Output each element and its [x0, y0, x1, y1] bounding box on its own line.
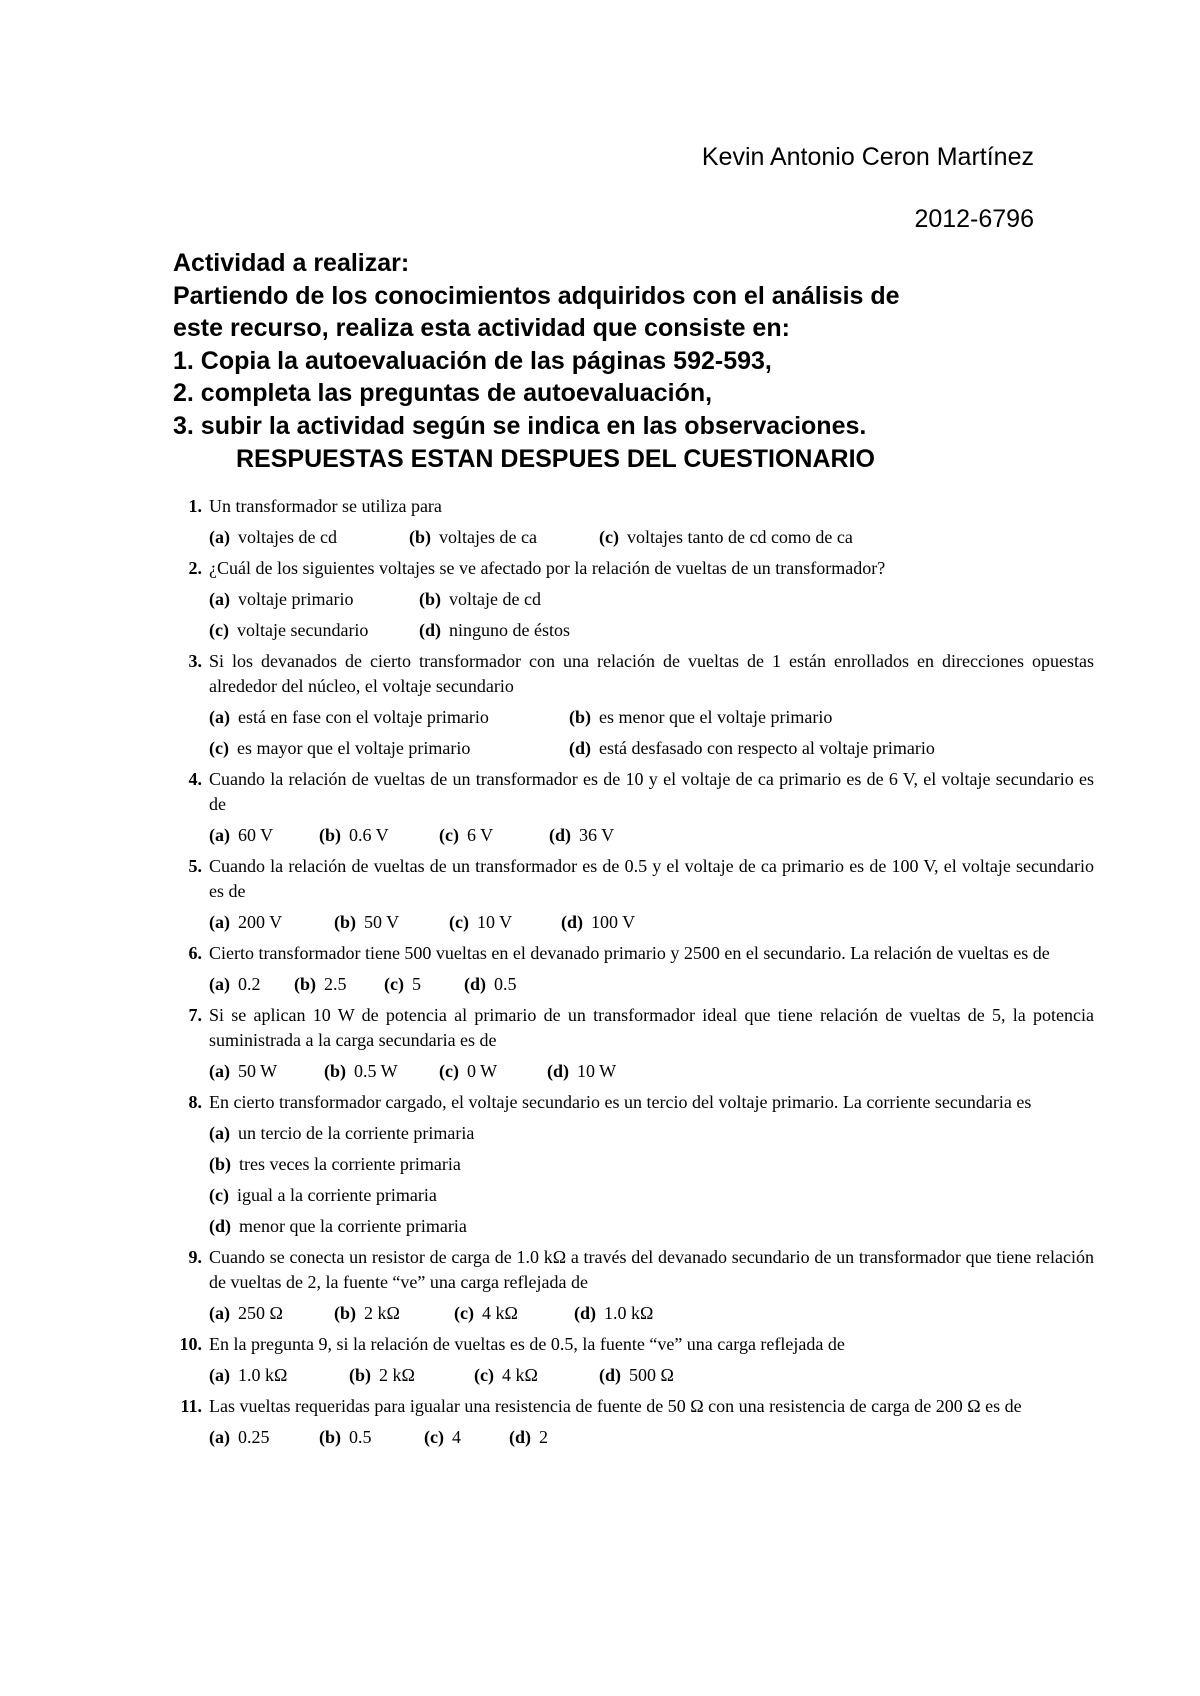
answer-option	[209, 972, 294, 997]
question-number: 1.	[188, 496, 202, 516]
question-number: 5.	[188, 856, 202, 876]
option-text: voltajes tanto de cd como de ca	[626, 527, 853, 547]
question-9	[172, 1245, 1094, 1326]
question-text: ¿Cuál de los siguientes voltajes se ve afectado por la relación de vueltas de un transformador?	[209, 558, 886, 578]
question-11	[172, 1394, 1094, 1450]
answer-option	[209, 705, 569, 730]
answer-option	[547, 1059, 616, 1084]
option-letter: (a)	[209, 707, 230, 727]
question-10	[172, 1332, 1094, 1388]
answer-option	[334, 1301, 454, 1326]
question-2	[172, 556, 1094, 643]
student-id: 2012-6796	[914, 205, 1034, 233]
answer-option	[599, 1363, 674, 1388]
answer-option	[209, 1059, 324, 1084]
option-text: 1.0 kΩ	[604, 1303, 654, 1323]
option-text: voltaje secundario	[236, 620, 369, 640]
option-row	[209, 1121, 1094, 1146]
option-text: 10 V	[476, 912, 513, 932]
option-text: voltaje primario	[238, 589, 354, 609]
option-letter: (d)	[569, 738, 591, 758]
activity-title: Actividad a realizar:	[173, 249, 410, 277]
option-letter: (b)	[334, 1303, 356, 1323]
option-row	[209, 823, 1094, 848]
answer-option	[334, 910, 449, 935]
answer-option	[409, 525, 599, 550]
option-text: 0.6 V	[349, 825, 389, 845]
option-row	[209, 587, 1094, 612]
answer-option	[464, 972, 517, 997]
option-text: ninguno de éstos	[449, 620, 570, 640]
option-text: tres veces la corriente primaria	[239, 1154, 461, 1174]
option-text: voltaje de cd	[449, 589, 541, 609]
question-number: 3.	[188, 651, 202, 671]
quiz	[172, 494, 1094, 1456]
option-letter: (b)	[334, 912, 356, 932]
option-text: 2 kΩ	[379, 1365, 415, 1385]
option-letter: (b)	[209, 1154, 231, 1174]
option-row	[209, 910, 1094, 935]
option-row	[209, 1152, 1094, 1177]
option-letter: (c)	[449, 912, 469, 932]
option-letter: (d)	[561, 912, 583, 932]
question-text: En la pregunta 9, si la relación de vueltas es de 0.5, la fuente “ve” una carga reflejada de	[209, 1334, 845, 1354]
activity-step-1: 1. Copia la autoevaluación de las páginas 592-593,	[173, 346, 772, 375]
question-number: 4.	[188, 769, 202, 789]
answer-option	[209, 1121, 474, 1146]
question-7	[172, 1003, 1094, 1084]
option-letter: (c)	[474, 1365, 494, 1385]
answer-option	[209, 736, 569, 761]
activity-instructions	[173, 247, 1043, 475]
answer-option	[209, 587, 419, 612]
option-letter: (a)	[209, 1123, 230, 1143]
answer-option	[209, 1214, 467, 1239]
question-number: 6.	[188, 943, 202, 963]
option-text: es mayor que el voltaje primario	[236, 738, 471, 758]
option-letter: (c)	[454, 1303, 474, 1323]
answer-option	[324, 1059, 439, 1084]
question-text: Cuando se conecta un resistor de carga de 1.0 kΩ a través del devanado secundario de un transformador que tiene relación de vueltas de 2, la fuente “ve” una carga reflejada de	[209, 1247, 1094, 1292]
question-text: En cierto transformador cargado, el voltaje secundario es un tercio del voltaje primario. La corriente secundaria es	[209, 1092, 1032, 1112]
option-text: 50 W	[238, 1061, 278, 1081]
option-row	[209, 736, 1094, 761]
option-text: 0.5	[349, 1427, 372, 1447]
answer-option	[439, 1059, 547, 1084]
option-text: es menor que el voltaje primario	[599, 707, 833, 727]
answer-option	[209, 823, 319, 848]
answer-option	[569, 736, 935, 761]
option-text: voltajes de cd	[238, 527, 337, 547]
activity-step-2: 2. completa las preguntas de autoevaluación,	[173, 379, 713, 408]
activity-line: este recurso, realiza esta actividad que consiste en:	[173, 314, 790, 343]
option-letter: (b)	[409, 527, 431, 547]
option-row	[209, 1301, 1094, 1326]
question-5	[172, 854, 1094, 935]
question-text: Si se aplican 10 W de potencia al primario de un transformador ideal que tiene relación de vueltas de 5, la potencia suministrada a la carga secundaria es de	[209, 1005, 1094, 1050]
option-letter: (d)	[464, 974, 486, 994]
question-number: 10.	[179, 1334, 202, 1354]
option-row	[209, 972, 1094, 997]
option-text: 200 V	[238, 912, 283, 932]
answer-option	[209, 1425, 319, 1450]
option-letter: (c)	[384, 974, 404, 994]
option-letter: (c)	[209, 738, 229, 758]
option-text: 250 Ω	[238, 1303, 283, 1323]
option-row	[209, 525, 1094, 550]
answer-option	[574, 1301, 653, 1326]
option-text: voltajes de ca	[439, 527, 537, 547]
option-letter: (b)	[569, 707, 591, 727]
answer-option	[384, 972, 464, 997]
question-number: 2.	[188, 558, 202, 578]
option-letter: (d)	[209, 1216, 231, 1236]
option-letter: (a)	[209, 1303, 230, 1323]
option-text: 10 W	[577, 1061, 617, 1081]
question-text: Las vueltas requeridas para igualar una resistencia de fuente de 50 Ω con una resistencia de carga de 200 Ω es de	[209, 1396, 1022, 1416]
option-letter: (a)	[209, 1427, 230, 1447]
option-letter: (a)	[209, 825, 230, 845]
question-text: Cuando la relación de vueltas de un transformador es de 0.5 y el voltaje de ca primario es de 100 V, el voltaje secundario es de	[209, 856, 1094, 901]
option-letter: (a)	[209, 912, 230, 932]
option-text: está desfasado con respecto al voltaje primario	[599, 738, 935, 758]
option-text: menor que la corriente primaria	[239, 1216, 467, 1236]
answer-option	[474, 1363, 599, 1388]
option-row	[209, 1183, 1094, 1208]
answer-option	[209, 910, 334, 935]
question-text: Un transformador se utiliza para	[209, 496, 442, 516]
option-letter: (b)	[349, 1365, 371, 1385]
activity-line: Partiendo de los conocimientos adquiridos con el análisis de	[173, 281, 900, 310]
option-letter: (c)	[599, 527, 619, 547]
question-number: 11.	[180, 1396, 202, 1416]
answer-option	[424, 1425, 509, 1450]
option-text: 36 V	[579, 825, 615, 845]
answers-notice: RESPUESTAS ESTAN DESPUES DEL CUESTIONARIO	[236, 444, 875, 473]
answer-option	[419, 587, 541, 612]
option-text: 1.0 kΩ	[238, 1365, 288, 1385]
option-letter: (a)	[209, 1365, 230, 1385]
answer-option	[209, 618, 419, 643]
option-letter: (d)	[549, 825, 571, 845]
answer-option	[319, 823, 439, 848]
option-text: 0.25	[238, 1427, 270, 1447]
option-text: 5	[411, 974, 421, 994]
option-text: 6 V	[466, 825, 494, 845]
option-letter: (d)	[599, 1365, 621, 1385]
option-text: 4 kΩ	[501, 1365, 538, 1385]
student-name: Kevin Antonio Ceron Martínez	[701, 143, 1034, 171]
option-letter: (b)	[319, 1427, 341, 1447]
student-header	[702, 141, 1034, 235]
option-text: 0.5	[494, 974, 517, 994]
option-row	[209, 705, 1094, 730]
answer-option	[599, 525, 853, 550]
answer-option	[349, 1363, 474, 1388]
option-letter: (d)	[509, 1427, 531, 1447]
answer-option	[509, 1425, 548, 1450]
option-text: 0.5 W	[354, 1061, 398, 1081]
option-letter: (c)	[424, 1427, 444, 1447]
answer-option	[209, 1152, 461, 1177]
option-row	[209, 1425, 1094, 1450]
answer-option	[549, 823, 614, 848]
option-letter: (c)	[439, 1061, 459, 1081]
option-letter: (c)	[209, 620, 229, 640]
answer-option	[209, 1301, 334, 1326]
question-3	[172, 649, 1094, 761]
answer-option	[569, 705, 832, 730]
option-letter: (d)	[547, 1061, 569, 1081]
option-text: 500 Ω	[629, 1365, 674, 1385]
option-letter: (b)	[319, 825, 341, 845]
answer-option	[209, 525, 409, 550]
answer-option	[209, 1183, 437, 1208]
option-letter: (b)	[294, 974, 316, 994]
question-6	[172, 941, 1094, 997]
question-text: Cierto transformador tiene 500 vueltas en el devanado primario y 2500 en el secundario. La relación de vueltas es de	[209, 943, 1050, 963]
option-letter: (a)	[209, 974, 230, 994]
answer-option	[561, 910, 635, 935]
option-letter: (a)	[209, 589, 230, 609]
option-text: 0 W	[466, 1061, 498, 1081]
option-text: 50 V	[364, 912, 400, 932]
option-letter: (a)	[209, 1061, 230, 1081]
option-row	[209, 1363, 1094, 1388]
answer-option	[209, 1363, 349, 1388]
option-text: 4	[451, 1427, 461, 1447]
option-letter: (a)	[209, 527, 230, 547]
option-letter: (c)	[439, 825, 459, 845]
activity-step-3: 3. subir la actividad según se indica en las observaciones.	[173, 411, 867, 440]
answer-option	[449, 910, 561, 935]
option-text: 100 V	[591, 912, 636, 932]
answer-option	[294, 972, 384, 997]
option-row	[209, 1059, 1094, 1084]
question-text: Si los devanados de cierto transformador con una relación de vueltas de 1 están enrollados en direcciones opuestas alrededor del núcleo, el voltaje secundario	[209, 651, 1094, 696]
option-text: un tercio de la corriente primaria	[238, 1123, 475, 1143]
option-text: 60 V	[238, 825, 274, 845]
option-letter: (d)	[574, 1303, 596, 1323]
option-letter: (d)	[419, 620, 441, 640]
option-text: igual a la corriente primaria	[236, 1185, 437, 1205]
option-text: 2	[539, 1427, 548, 1447]
option-row	[209, 618, 1094, 643]
answer-option	[454, 1301, 574, 1326]
option-row	[209, 1214, 1094, 1239]
option-letter: (c)	[209, 1185, 229, 1205]
question-text: Cuando la relación de vueltas de un transformador es de 10 y el voltaje de ca primario es de 6 V, el voltaje secundario es de	[209, 769, 1094, 814]
option-text: está en fase con el voltaje primario	[238, 707, 489, 727]
question-1	[172, 494, 1094, 550]
option-text: 2 kΩ	[364, 1303, 400, 1323]
option-letter: (b)	[324, 1061, 346, 1081]
question-8	[172, 1090, 1094, 1239]
answer-option	[439, 823, 549, 848]
question-number: 7.	[188, 1005, 202, 1025]
option-text: 0.2	[238, 974, 261, 994]
option-letter: (b)	[419, 589, 441, 609]
answer-option	[419, 618, 570, 643]
question-number: 9.	[188, 1247, 202, 1267]
option-text: 4 kΩ	[481, 1303, 518, 1323]
question-4	[172, 767, 1094, 848]
answer-option	[319, 1425, 424, 1450]
option-text: 2.5	[324, 974, 347, 994]
question-number: 8.	[188, 1092, 202, 1112]
